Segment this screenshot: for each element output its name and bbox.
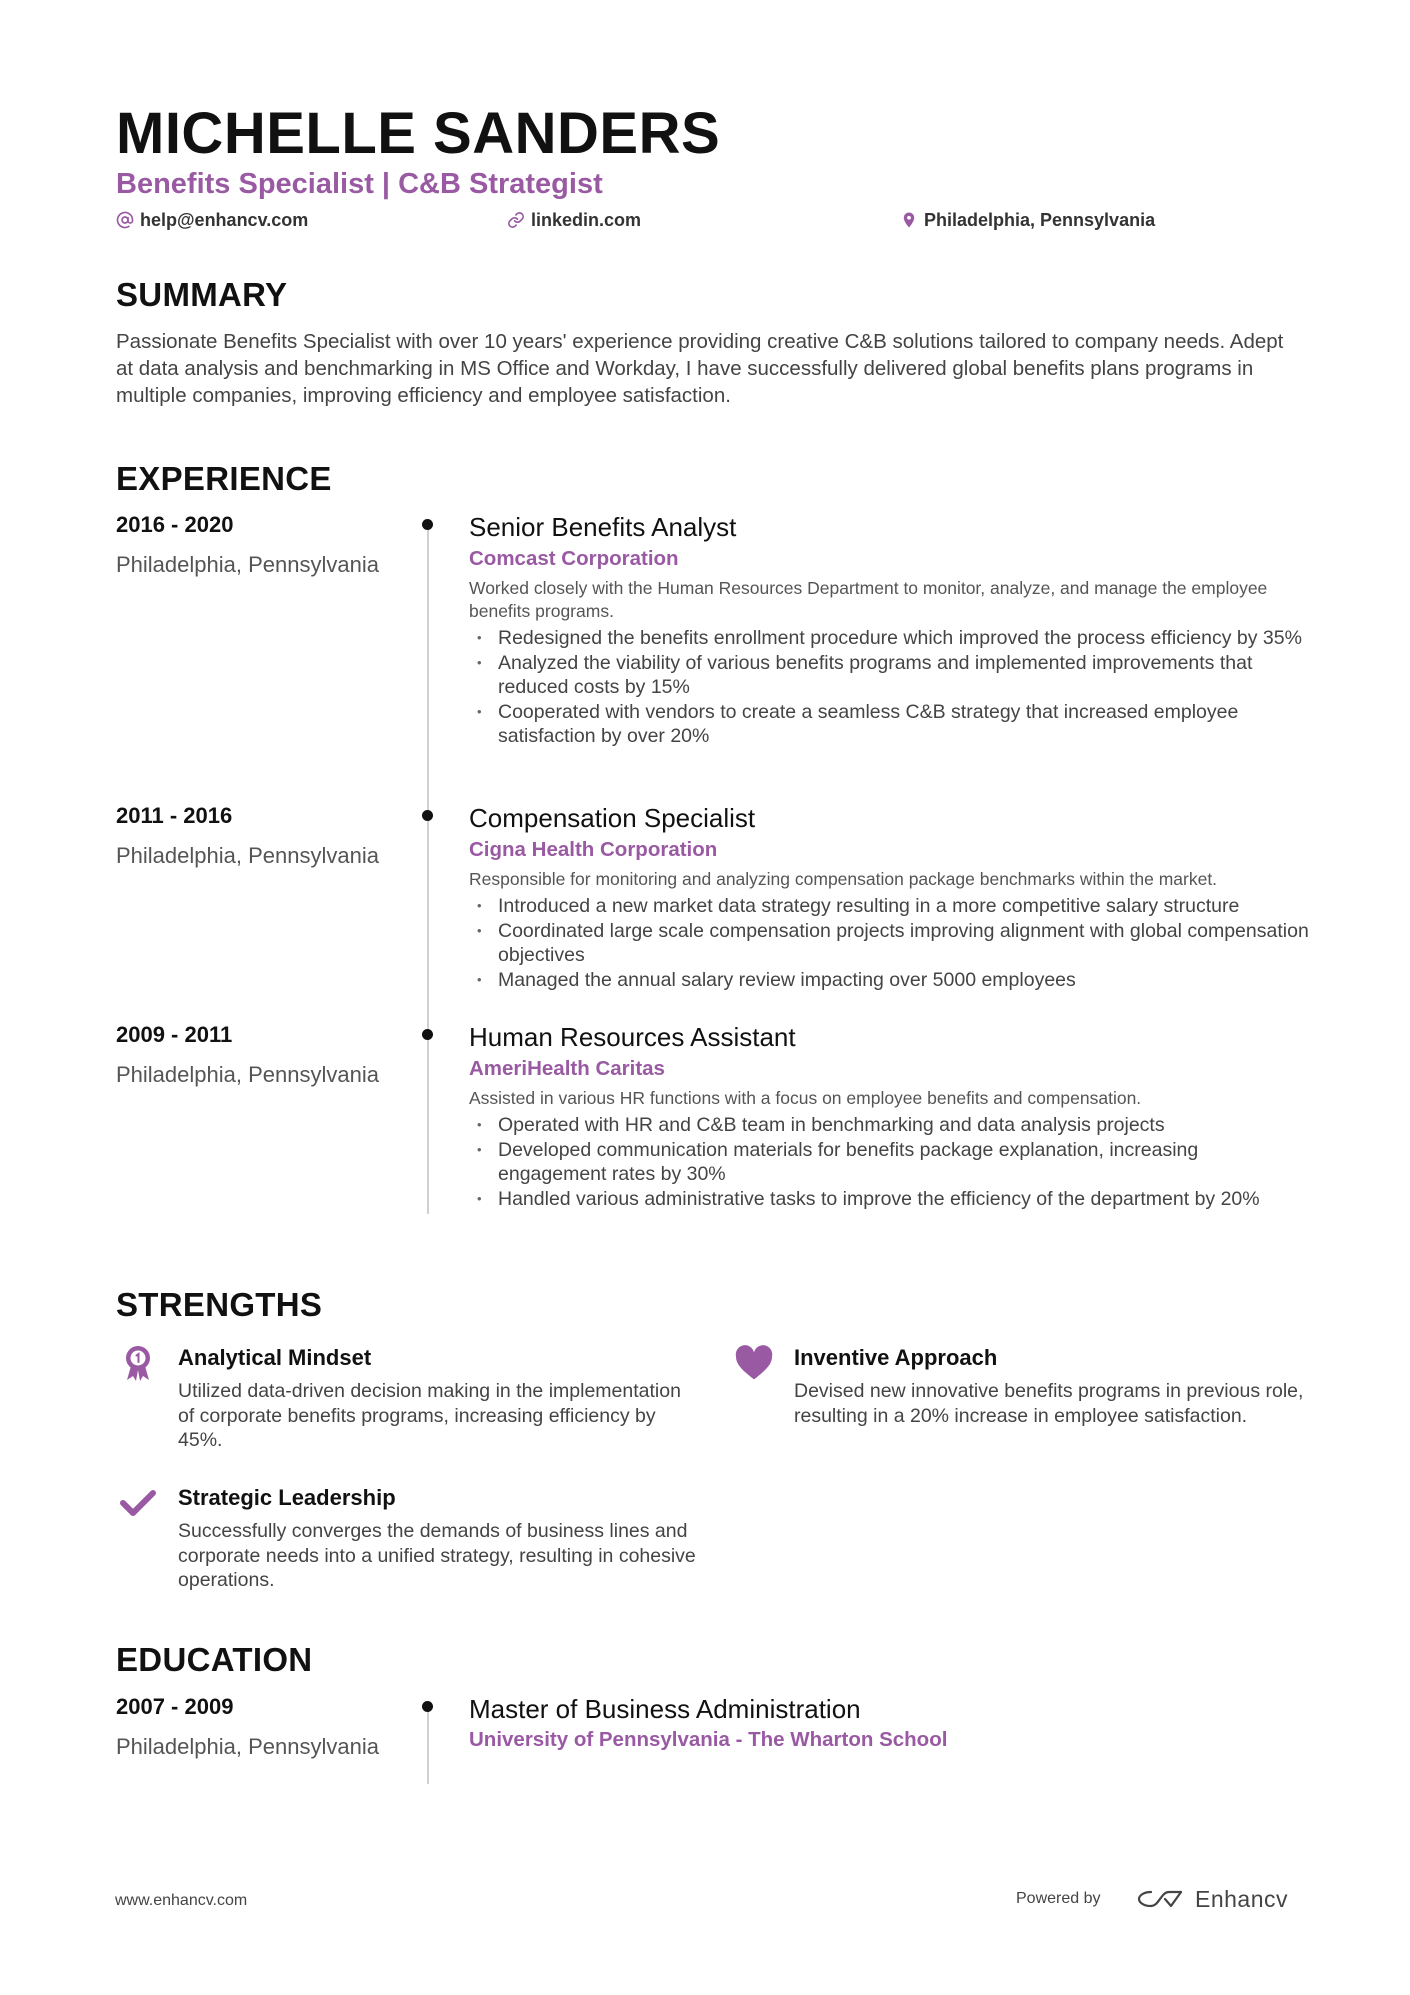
timeline-dot — [422, 519, 433, 530]
experience-heading: EXPERIENCE — [116, 460, 332, 497]
job-company: AmeriHealth Caritas — [469, 1057, 665, 1080]
job-bullet: • Operated with HR and C&B team in benchmarking and data analysis projects — [469, 1113, 1309, 1138]
contact-linkedin-text: linkedin.com — [531, 209, 642, 230]
job-location: Philadelphia, Pennsylvania — [116, 843, 379, 868]
timeline-dot — [422, 1029, 433, 1040]
contact-location-text: Philadelphia, Pennsylvania — [924, 209, 1156, 230]
job-bullet: • Managed the annual salary review impacting over 5000 employees — [469, 968, 1309, 993]
strength-text: Devised new innovative benefits programs in previous role, resulting in a 20% increase in employee satisfaction. — [794, 1380, 1304, 1427]
job-bullet: • Coordinated large scale compensation projects improving alignment with global compensation objectives — [469, 919, 1309, 968]
job-role: Human Resources Assistant — [469, 1022, 796, 1052]
job-bullets — [469, 894, 1309, 992]
education-timeline — [427, 1704, 429, 1784]
job-dates: 2011 - 2016 — [116, 803, 233, 828]
strength-text: Successfully converges the demands of business lines and corporate needs into a unified strategy, resulting in cohesive operations. — [178, 1520, 696, 1591]
job-description: Responsible for monitoring and analyzing compensation package benchmarks within the market. — [469, 869, 1218, 889]
candidate-title: Benefits Specialist | C&B Strategist — [116, 168, 603, 200]
education-location: Philadelphia, Pennsylvania — [116, 1734, 379, 1759]
job-bullet: • Introduced a new market data strategy resulting in a more competitive salary structure — [469, 894, 1309, 919]
education-heading: EDUCATION — [116, 1641, 313, 1678]
enhancv-logo-icon — [1137, 1887, 1183, 1911]
education-school: University of Pennsylvania - The Wharton School — [469, 1728, 948, 1751]
link-icon — [507, 211, 525, 229]
job-entry — [469, 801, 1309, 992]
contact-linkedin[interactable] — [507, 208, 641, 232]
experience-timeline — [427, 522, 429, 1214]
job-bullets — [469, 626, 1309, 749]
strength-text: Utilized data-driven decision making in the implementation of corporate benefits programs, increasing efficiency by 45%. — [178, 1380, 681, 1451]
job-bullet: • Developed communication materials for benefits package explanation, increasing engagement rates by 30% — [469, 1138, 1309, 1187]
job-dates: 2016 - 2020 — [116, 512, 234, 537]
education-dates: 2007 - 2009 — [116, 1694, 234, 1719]
strength-title: Strategic Leadership — [178, 1485, 396, 1510]
checkmark-icon — [118, 1483, 158, 1523]
education-entry — [469, 1692, 1309, 1754]
job-entry — [469, 1020, 1309, 1211]
contact-email[interactable] — [116, 208, 308, 232]
summary-heading: SUMMARY — [116, 276, 288, 313]
contact-location — [900, 208, 1155, 232]
job-location: Philadelphia, Pennsylvania — [116, 552, 379, 577]
timeline-dot — [422, 1701, 433, 1712]
job-bullet: • Redesigned the benefits enrollment procedure which improved the process efficiency by 35% — [469, 626, 1309, 651]
job-location: Philadelphia, Pennsylvania — [116, 1062, 379, 1087]
brand-name: Enhancv — [1195, 1885, 1289, 1912]
location-pin-icon — [900, 211, 918, 229]
job-entry — [469, 510, 1309, 749]
heart-icon — [734, 1343, 774, 1383]
education-degree: Master of Business Administration — [469, 1694, 861, 1724]
strength-title: Analytical Mindset — [178, 1345, 372, 1370]
summary-text: Passionate Benefits Specialist with over 10 years' experience providing creative C&B solutions tailored to company needs. Adept at data analysis and benchmarking in MS Office and Workday, I have successfully delivered global benefits plans programs in multiple companies, improving efficiency and employee satisfaction. — [116, 330, 1284, 407]
powered-by-label: Powered by — [1016, 1890, 1101, 1907]
job-company: Cigna Health Corporation — [469, 838, 718, 861]
strengths-heading: STRENGTHS — [116, 1286, 323, 1323]
job-role: Compensation Specialist — [469, 803, 756, 833]
job-description: Assisted in various HR functions with a focus on employee benefits and compensation. — [469, 1088, 1142, 1108]
footer-url[interactable]: www.enhancv.com — [115, 1892, 248, 1909]
contact-email-text: help@enhancv.com — [140, 209, 309, 230]
job-bullet: • Handled various administrative tasks to improve the efficiency of the department by 20% — [469, 1187, 1309, 1212]
job-role: Senior Benefits Analyst — [469, 512, 737, 542]
award-ribbon-icon — [118, 1343, 158, 1383]
job-description: Worked closely with the Human Resources Department to monitor, analyze, and manage the employee benefits programs. — [469, 578, 1268, 621]
candidate-name: MICHELLE SANDERS — [116, 101, 721, 166]
timeline-dot — [422, 810, 433, 821]
strength-title: Inventive Approach — [794, 1345, 998, 1370]
at-sign-icon — [116, 211, 134, 229]
job-bullet: • Analyzed the viability of various benefits programs and implemented improvements that reduced costs by 15% — [469, 651, 1309, 700]
job-company: Comcast Corporation — [469, 547, 679, 570]
job-bullet: • Cooperated with vendors to create a seamless C&B strategy that increased employee satisfaction by over 20% — [469, 700, 1309, 749]
job-bullets — [469, 1113, 1309, 1211]
enhancv-logo[interactable] — [1137, 1879, 1288, 1919]
job-dates: 2009 - 2011 — [116, 1022, 233, 1047]
